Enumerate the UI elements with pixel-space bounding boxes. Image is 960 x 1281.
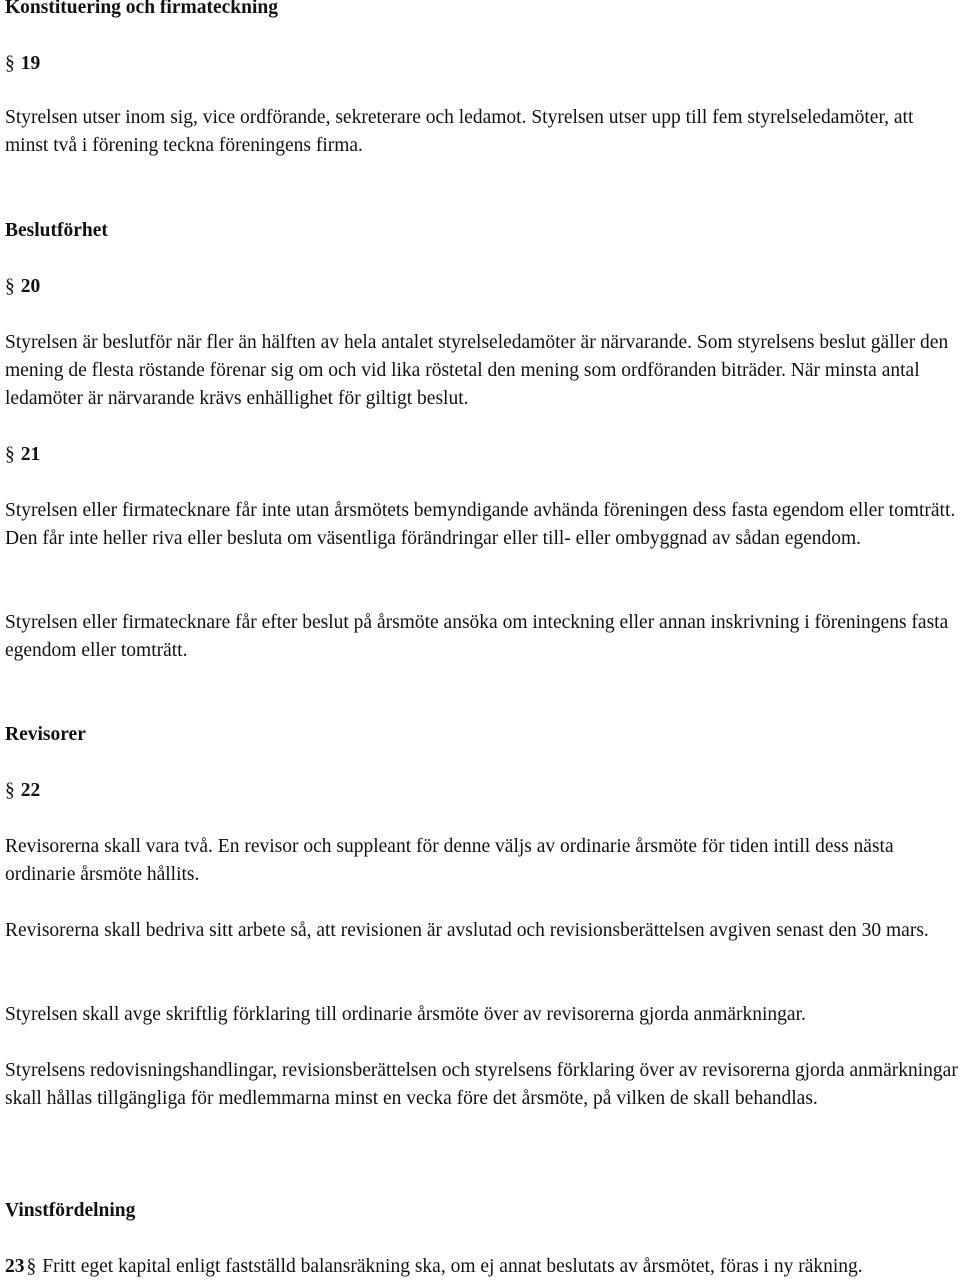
paragraph-number: 22 <box>20 780 41 801</box>
paragraph-21-text-2: Styrelsen eller firmatecknare får efter beslut på årsmöte ansöka om inteckning eller annan inskrivning i föreningens fasta egendom eller tomträtt. <box>5 612 949 661</box>
paragraph-23 <box>5 1253 960 1281</box>
paragraph-number: 20 <box>20 276 41 297</box>
paragraph-21-text-1: Styrelsen eller firmatecknare får inte utan årsmötets bemyndigande avhända föreningen dess fasta egendom eller tomträtt. Den får inte heller riva eller besluta om väsentliga förändringar eller till- eller ombyggnad av sådan egendom. <box>5 500 956 549</box>
paragraph-22-text-1: Revisorerna skall vara två. En revisor och suppleant för denne väljs av ordinarie årsmöte för tiden intill dess nästa ordinarie årsmöte hållits. <box>5 836 894 885</box>
paragraph-23-text: Fritt eget kapital enligt fastställd balansräkning ska, om ej annat beslutats av årsmötet, föras i ny räkning. <box>42 1256 863 1277</box>
paragraph-number-21 <box>5 441 960 469</box>
section-symbol: § <box>26 1256 37 1277</box>
paragraph-number-19 <box>5 50 960 78</box>
section-heading-beslutforhet: Beslutförhet <box>5 220 108 241</box>
section-heading-revisorer: Revisorer <box>5 724 86 745</box>
section-symbol: § <box>5 53 15 74</box>
paragraph-number: 19 <box>20 53 41 74</box>
paragraph-number: 23 <box>5 1256 25 1277</box>
paragraph-22-text-4: Styrelsens redovisningshandlingar, revisionsberättelsen och styrelsens förklaring över av revisorerna gjorda anmärkningar skall hållas tillgängliga för medlemmarna minst en vecka före det årsmöte, på vilken de skall behandlas. <box>5 1060 958 1109</box>
section-heading-vinstfordelning: Vinstfördelning <box>5 1200 136 1221</box>
paragraph-20-text: Styrelsen är beslutför när fler än hälften av hela antalet styrelseledamöter är närvarande. Som styrelsens beslut gäller den mening de flesta röstande förenar sig om och vid lika röstetal den mening som ordföranden biträder. När minsta antal ledamöter är närvarande krävs enhällighet för giltigt beslut. <box>5 332 949 409</box>
section-symbol: § <box>5 276 15 297</box>
paragraph-19-text: Styrelsen utser inom sig, vice ordförande, sekreterare och ledamot. Styrelsen utser upp till fem styrelseledamöter, att minst två i förening teckna föreningens firma. <box>5 107 914 156</box>
section-heading-konstituering: Konstituering och firmateckning <box>5 0 278 18</box>
paragraph-number-22 <box>5 777 960 805</box>
paragraph-22-text-3: Styrelsen skall avge skriftlig förklaring till ordinarie årsmöte över av revisorerna gjorda anmärkningar. <box>5 1004 806 1025</box>
paragraph-number-20 <box>5 273 960 301</box>
paragraph-number: 21 <box>20 444 41 465</box>
section-symbol: § <box>5 780 15 801</box>
section-symbol: § <box>5 444 15 465</box>
paragraph-22-text-2: Revisorerna skall bedriva sitt arbete så, att revisionen är avslutad och revisionsberättelsen avgiven senast den 30 mars. <box>5 920 929 941</box>
